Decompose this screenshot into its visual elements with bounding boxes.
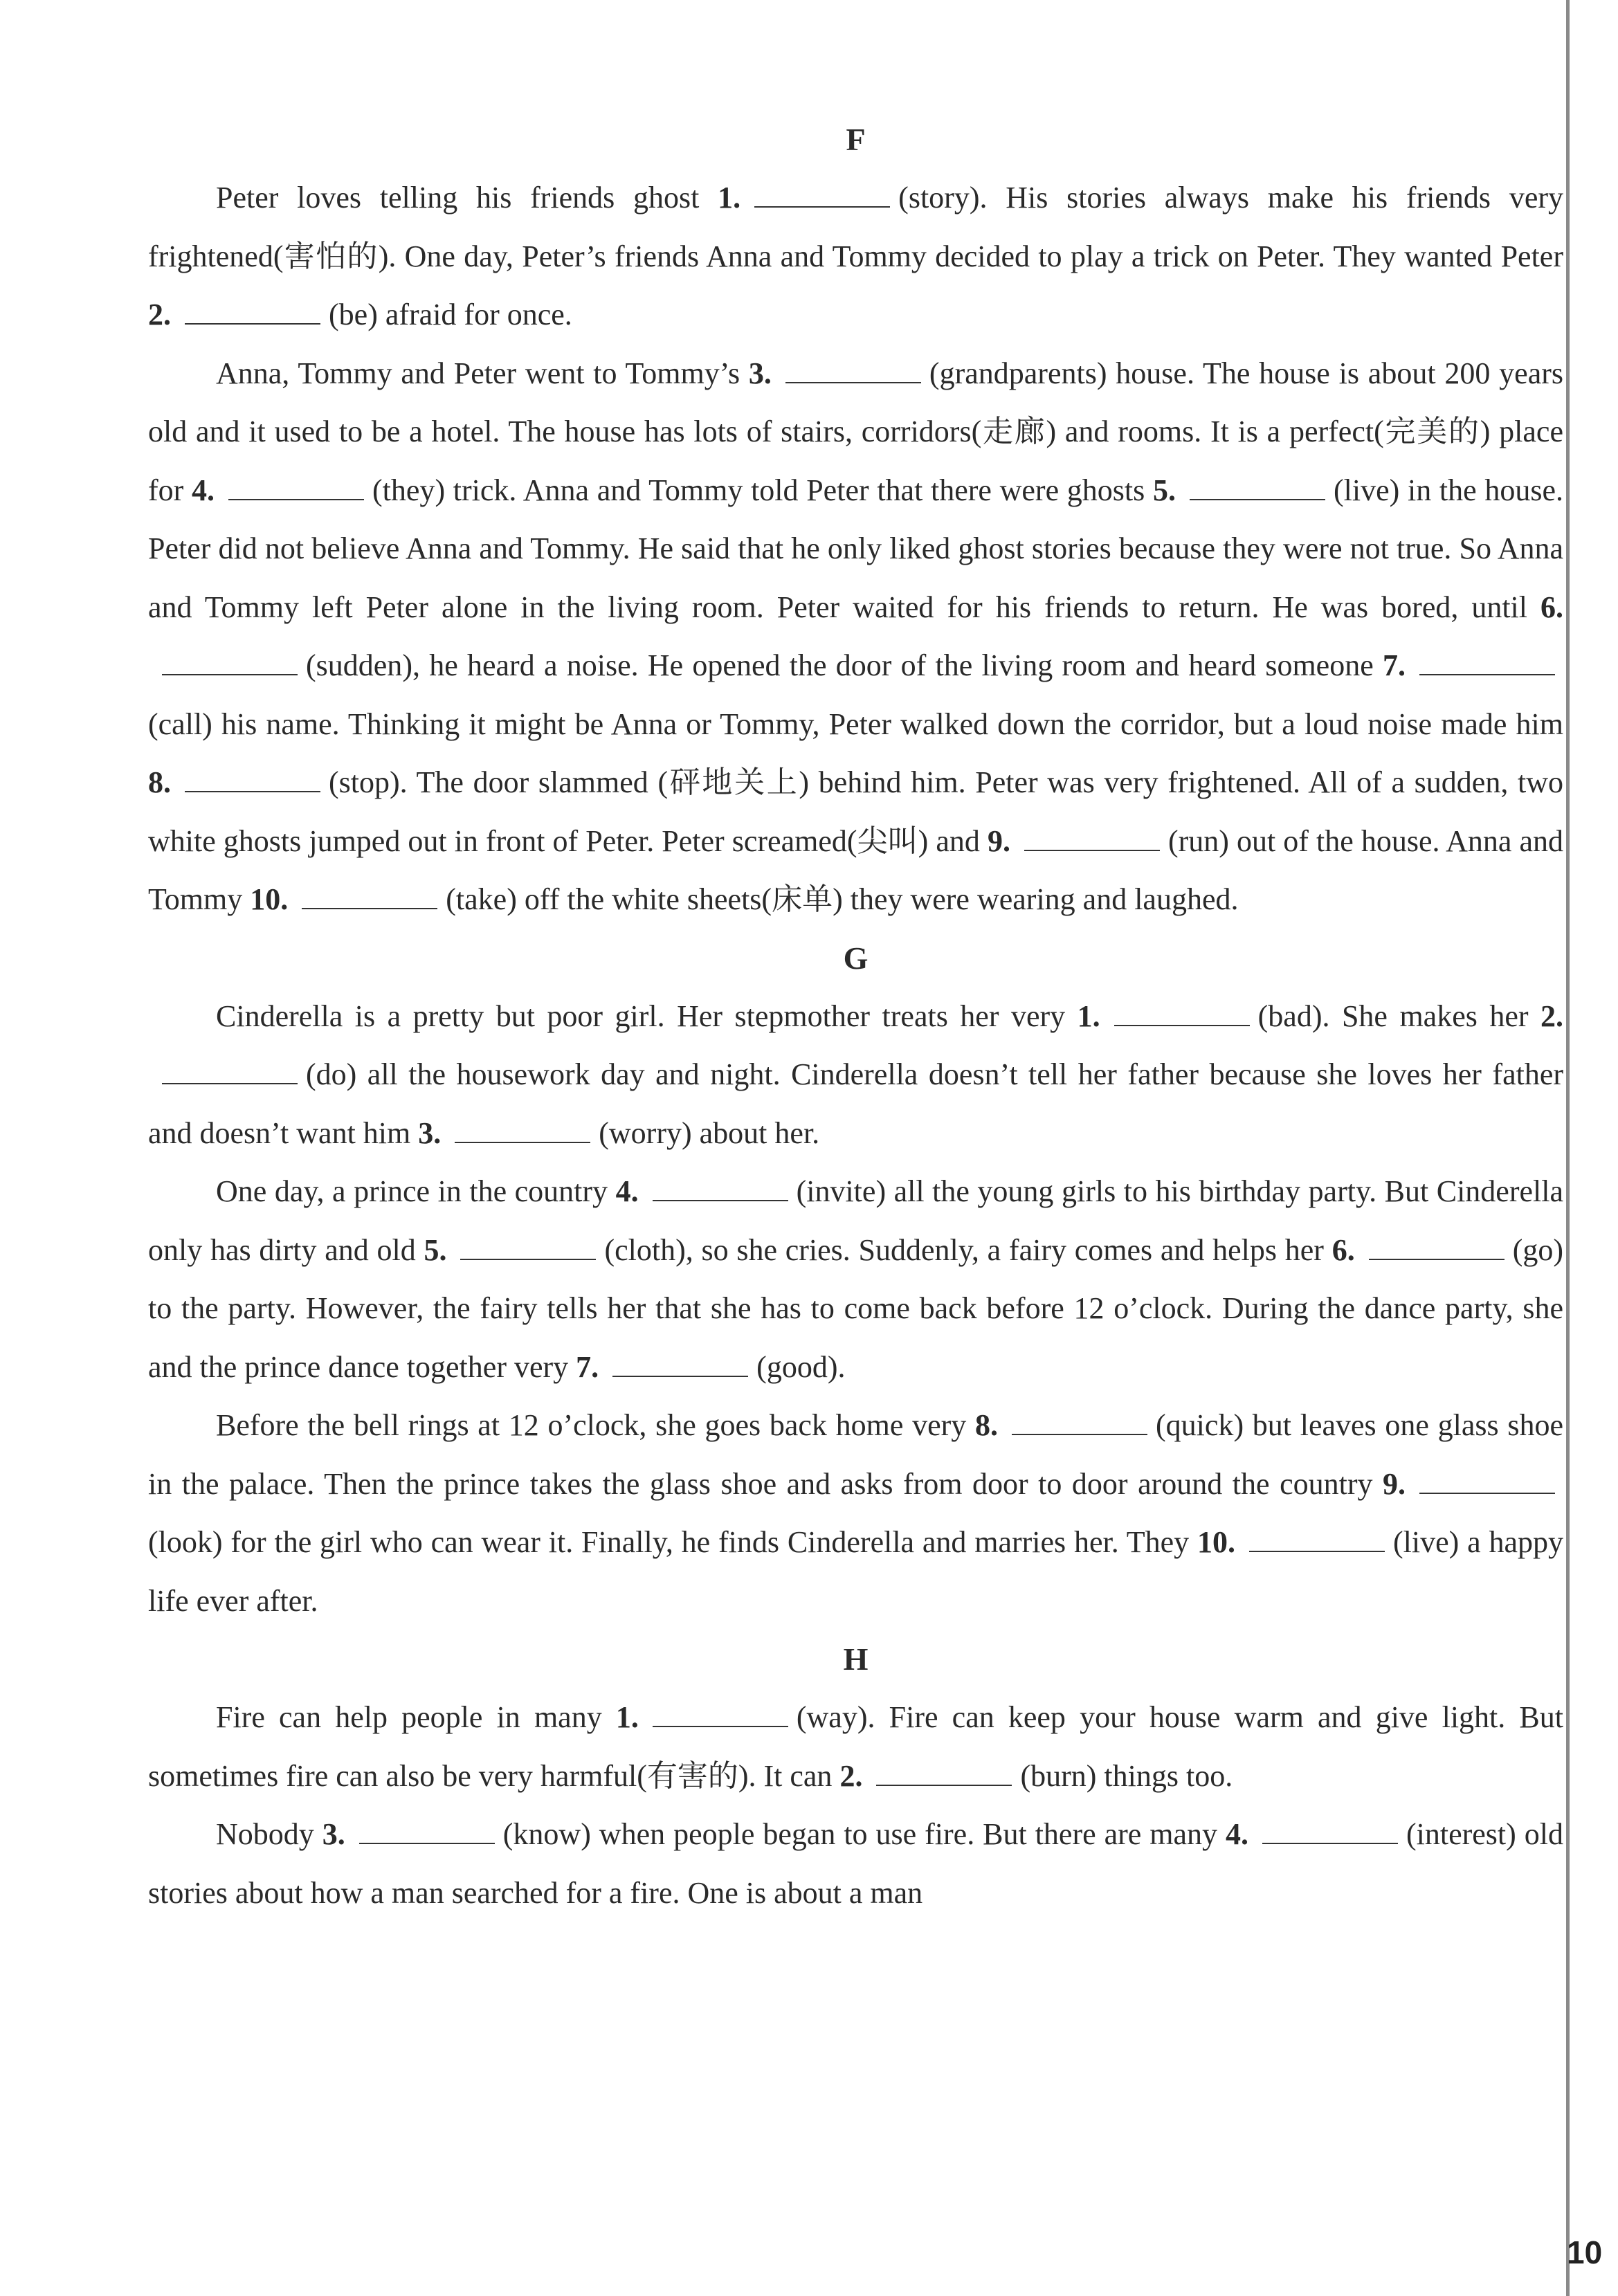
hint-word: go (1522, 1232, 1554, 1267)
answer-blank[interactable] (359, 1818, 495, 1844)
question-number: 6. (1331, 1232, 1355, 1267)
hint-word: take (455, 882, 507, 916)
text-run: Anna, Tommy and Peter went to Tommy’s (216, 356, 749, 390)
answer-blank[interactable] (162, 1058, 298, 1084)
text-run: a happy life ever after. (148, 1525, 1563, 1618)
answer-blank[interactable] (653, 1701, 788, 1727)
hint-word: run (1178, 823, 1219, 858)
answer-blank[interactable] (1114, 1000, 1250, 1026)
answer-blank[interactable] (1249, 1526, 1385, 1552)
hint-word: know (513, 1817, 581, 1851)
text-run: . The door slammed (砰地关上) behind him. Peter was very frightened. All of a sudden, two white ghosts jumped out in front of Peter. Peter screamed(尖叫) and (148, 765, 1563, 858)
text-run: Peter loves telling his friends ghost (216, 181, 718, 215)
question-number: 9. (1383, 1466, 1406, 1501)
text-run: for the girl who can wear it. Finally, he finds Cinderella and marries her. They (222, 1525, 1197, 1559)
hint-word: live (1343, 473, 1390, 507)
question-number: 10. (250, 882, 289, 916)
question-number: 4. (1225, 1817, 1248, 1851)
hint-word: good (766, 1349, 828, 1384)
question-number: 2. (1540, 999, 1563, 1033)
text-run: in the house. Peter did not believe Anna and Tommy. He said that he only liked ghost stories because they were not true. So Anna and Tommy left Peter alone in the living room. Peter waited for his friends to return. He was bored, until (148, 473, 1563, 624)
page-edge-line (1566, 0, 1570, 2296)
question-number: 10. (1197, 1525, 1235, 1559)
paragraph: Cinderella is a pretty but poor girl. Her stepmother treats her very 1. (bad). She makes her 2.(do) all the housework day and night. Cinderella doesn’t tell her father because she loves her father and doesn’t want him 3. (worry) about her. (148, 999, 1563, 1150)
answer-blank[interactable] (302, 883, 437, 909)
question-number: 8. (148, 765, 171, 799)
question-number: 2. (148, 298, 171, 331)
text-run: about her. (691, 1115, 820, 1150)
question-number: 1. (718, 181, 741, 215)
answer-blank[interactable] (460, 1234, 596, 1260)
answer-blank[interactable] (162, 649, 298, 675)
hint-word: bad (1268, 999, 1312, 1033)
hint-word: worry (608, 1115, 682, 1150)
hint-word: sudden (316, 648, 403, 682)
answer-blank[interactable] (1419, 649, 1555, 675)
exercise-content (148, 111, 1563, 1922)
hint-word: burn (1030, 1758, 1087, 1793)
question-number: 1. (615, 1700, 639, 1734)
text-run: . (837, 1349, 846, 1384)
answer-blank[interactable] (754, 181, 890, 208)
hint-word: story (908, 181, 970, 215)
question-number: 4. (615, 1174, 639, 1208)
text-run: afraid for once. (377, 298, 572, 331)
text-run: things too. (1096, 1758, 1233, 1793)
paragraph: Nobody 3. (know) when people began to use fire. But there are many 4. (interest) old stories about how a man searched for a fire. One is about a man (148, 1817, 1563, 1910)
answer-blank[interactable] (785, 357, 921, 383)
text-run: out of the house. Anna and Tommy (148, 823, 1563, 916)
text-run: Fire can help people in many (216, 1700, 616, 1734)
text-run: his name. Thinking it might be Anna or Tommy, Peter walked down the corridor, but a loud noise made him (212, 707, 1563, 741)
answer-blank[interactable] (1262, 1818, 1398, 1844)
question-number: 8. (975, 1408, 999, 1442)
hint-word: do (316, 1057, 347, 1091)
answer-blank[interactable] (612, 1351, 748, 1377)
hint-word: look (158, 1525, 212, 1559)
hint-word: cloth (615, 1232, 676, 1267)
hint-word: they (382, 473, 435, 507)
hint-word: invite (806, 1174, 876, 1208)
answer-blank[interactable] (185, 298, 320, 325)
text-run: , so she cries. Suddenly, a fairy comes and helps her (685, 1232, 1332, 1267)
text-run: . She makes her (1322, 999, 1540, 1033)
section-heading: H (843, 1641, 869, 1677)
section-heading: F (846, 122, 866, 157)
hint-word: stop (338, 765, 390, 799)
question-number: 9. (987, 823, 1010, 858)
hint-word: grandparents (939, 356, 1097, 390)
text-run: off the white sheets(床单) they were wearing and laughed. (516, 882, 1239, 916)
hint-word: be (338, 298, 368, 331)
answer-blank[interactable] (1369, 1234, 1505, 1260)
hint-word: quick (1165, 1408, 1234, 1442)
text-run: trick. Anna and Tommy told Peter that there were ghosts (445, 473, 1153, 507)
answer-blank[interactable] (1012, 1409, 1147, 1435)
paragraph: Peter loves telling his friends ghost 1. (story). His stories always make his friends very frightened(害怕的). One day, Peter’s friends Anna and Tommy decided to play a trick on Peter. They wanted Peter 2. (be) afraid for once. (148, 181, 1563, 331)
question-number: 4. (192, 473, 215, 507)
question-number: 5. (424, 1232, 447, 1267)
question-number: 3. (748, 356, 772, 390)
paragraph: Fire can help people in many 1. (way). Fire can keep your house warm and give light. But sometimes fire can also be very harmful(有害的). It can 2. (burn) things too. (148, 1700, 1563, 1793)
text-run: old stories about how a man searched for a fire. One is about a man (148, 1817, 1563, 1910)
text-run: but leaves one glass shoe in the palace. Then the prince takes the glass shoe and asks from door to door around the country (148, 1408, 1564, 1501)
hint-word: live (1403, 1525, 1449, 1559)
page-number: 10 (1567, 2234, 1603, 2270)
text-run: . His stories always make his friends very frightened(害怕的). One day, Peter’s friends Anna and Tommy decided to play a trick on Peter. They wanted Peter (148, 181, 1563, 273)
hint-word: call (158, 707, 203, 741)
answer-blank[interactable] (455, 1117, 590, 1143)
answer-blank[interactable] (185, 766, 320, 792)
answer-blank[interactable] (228, 474, 364, 500)
answer-blank[interactable] (876, 1760, 1012, 1786)
question-number: 7. (576, 1349, 599, 1384)
answer-blank[interactable] (1024, 825, 1160, 851)
hint-word: way (806, 1700, 857, 1734)
text-run: . Fire can keep your house warm and give light. But sometimes fire can also be very harmful(有害的). It can (148, 1700, 1563, 1793)
text-run: One day, a prince in the country (216, 1174, 616, 1208)
hint-word: interest (1416, 1817, 1507, 1851)
question-number: 6. (1540, 590, 1563, 624)
question-number: 3. (322, 1817, 345, 1851)
question-number: 7. (1383, 648, 1406, 682)
text-run: , he heard a noise. He opened the door of the living room and heard someone (412, 648, 1383, 682)
paragraph: Anna, Tommy and Peter went to Tommy’s 3. (grandparents) house. The house is about 200 years old and it used to be a hotel. The house has lots of stairs, corridors(走廊) and rooms. It is a perfect(完美的) place for 4. (they) trick. Anna and Tommy told Peter that there were ghosts 5. (live) in the house. Peter did not believe Anna and Tommy. He said that he only liked ghost stories because they were not true. So Anna and Tommy left Peter alone in the living room. Peter waited for his friends to return. He was bored, until 6.(sudden), he heard a noise. He opened the door of the living room and heard someone 7.(call) his name. Thinking it might be Anna or Tommy, Peter walked down the corridor, but a loud noise made him 8. (stop). The door slammed (砰地关上) behind him. Peter was very frightened. All of a sudden, two white ghosts jumped out in front of Peter. Peter screamed(尖叫) and 9. (run) out of the house. Anna and Tommy 10. (take) off the white sheets(床单) they were wearing and laughed. (148, 356, 1563, 916)
text-run: when people began to use fire. But there are many (590, 1817, 1226, 1851)
question-number: 3. (418, 1115, 442, 1150)
question-number: 5. (1152, 473, 1176, 507)
text-run: house. The house is about 200 years old and it used to be a hotel. The house has lots of stairs, corridors(走廊) and rooms. It is a perfect(完美的) place for (148, 356, 1563, 507)
answer-blank[interactable] (1190, 474, 1325, 500)
answer-blank[interactable] (653, 1175, 788, 1201)
text-run: to the party. However, the fairy tells her that she has to come back before 12 o’clock. During the dance party, she and the prince dance together very (148, 1291, 1563, 1384)
text-run: Before the bell rings at 12 o’clock, she goes back home very (216, 1408, 976, 1442)
paragraph: One day, a prince in the country 4. (invite) all the young girls to his birthday party. But Cinderella only has dirty and old 5. (cloth), so she cries. Suddenly, a fairy comes and helps her 6. (go) to the party. However, the fairy tells her that she has to come back before 12 o’clock. During the dance party, she and the prince dance together very 7. (good). (148, 1174, 1563, 1384)
text-run: all the housework day and night. Cinderella doesn’t tell her father because she loves her father and doesn’t want him (148, 1057, 1563, 1150)
answer-blank[interactable] (1419, 1468, 1555, 1494)
question-number: 2. (839, 1758, 863, 1793)
question-number: 1. (1077, 999, 1100, 1033)
text-run: Nobody (216, 1817, 322, 1851)
section-heading: G (843, 940, 869, 976)
text-run: Cinderella is a pretty but poor girl. Her stepmother treats her very (216, 999, 1078, 1033)
text-run: all the young girls to his birthday party. But Cinderella only has dirty and old (148, 1174, 1563, 1267)
paragraph: Before the bell rings at 12 o’clock, she goes back home very 8. (quick) but leaves one glass shoe in the palace. Then the prince takes the glass shoe and asks from door to door around the country 9.(look) for the girl who can wear it. Finally, he finds Cinderella and marries her. They 10. (live) a happy life ever after. (148, 1408, 1564, 1618)
